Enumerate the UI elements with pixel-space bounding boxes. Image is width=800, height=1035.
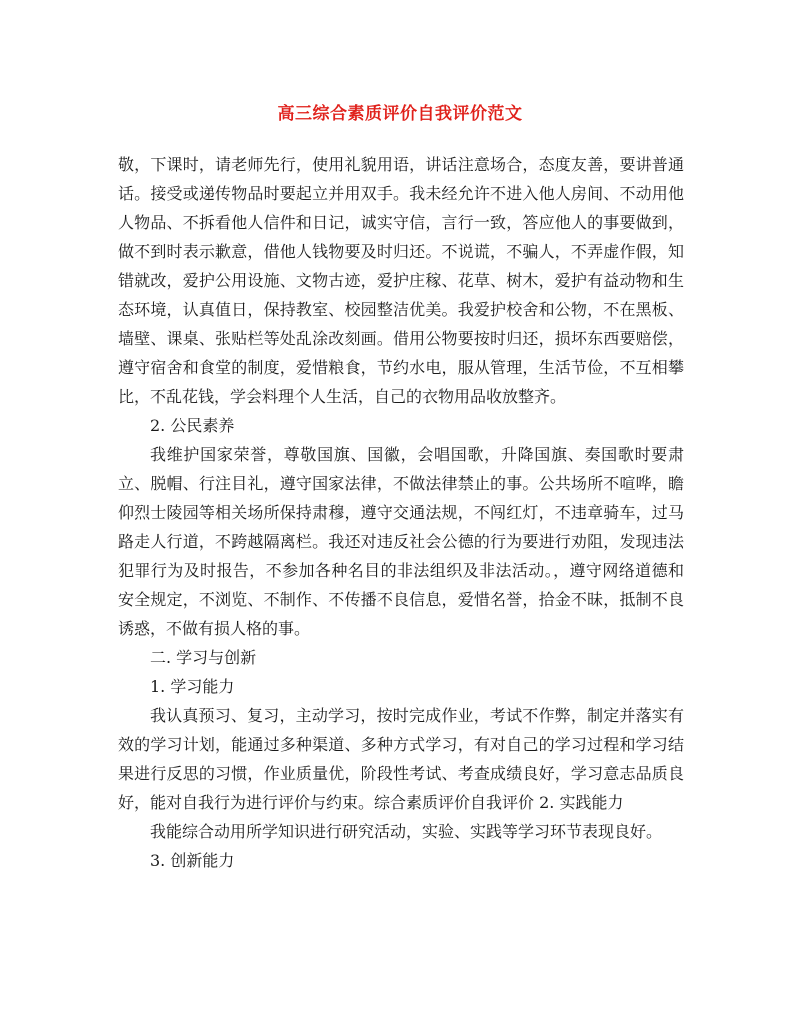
document-body [118, 150, 684, 875]
paragraph-civic-literacy: 我维护国家荣誉，尊敬国旗、国徽，会唱国歌，升降国旗、奏国歌时要肃立、脱帽、行注目礼，遵守国家法律，不做法律禁止的事。公共场所不喧哗，瞻仰烈士陵园等相关场所保持肃穆，遵守交通法规，不闯红灯，不违章骑车，过马路走人行道，不跨越隔离栏。我还对违反社会公德的行为要进行劝阻，发现违法犯罪行为及时报告，不参加各种名目的非法组织及非法活动。，遵守网络道德和安全规定，不浏览、不制作、不传播不良信息，爱惜名誉，拾金不昧，抵制不良诱惑，不做有损人格的事。 [118, 445, 684, 638]
section-heading-learning-innovation: 二. 学习与创新 [150, 648, 257, 667]
section-heading-learning-ability: 1. 学习能力 [150, 677, 235, 696]
paragraph-practice-ability: 我能综合动用所学知识进行研究活动，实验、实践等学习环节表现良好。 [150, 822, 663, 841]
paragraph-conduct-continued: 敬，下课时，请老师先行，使用礼貌用语，讲话注意场合，态度友善，要讲普通话。接受或递传物品时要起立并用双手。我未经允许不进入他人房间、不动用他人物品、不拆看他人信件和日记，诚实守信，言行一致，答应他人的事要做到，做不到时表示歉意，借他人钱物要及时归还。不说谎，不骗人，不弄虚作假，知错就改，爱护公用设施、文物古迹，爱护庄稼、花草、树木，爱护有益动物和生态环境，认真值日，保持教室、校园整洁优美。我爱护校舍和公物，不在黑板、墙壁、课桌、张贴栏等处乱涂改刻画。借用公物要按时归还，损坏东西要赔偿，遵守宿舍和食堂的制度，爱惜粮食，节约水电，服从管理，生活节俭，不互相攀比，不乱花钱，学会料理个人生活，自己的衣物用品收放整齐。 [118, 155, 684, 406]
paragraph-learning-ability: 我认真预习、复习，主动学习，按时完成作业，考试不作弊，制定并落实有效的学习计划，能通过多种渠道、多种方式学习，有对自己的学习过程和学习结果进行反思的习惯，作业质量优，阶段性考试、考查成绩良好，学习意志品质良好，能对自我行为进行评价与约束。综合素质评价自我评价 2. 实践能力 [118, 706, 684, 812]
section-heading-innovation-ability: 3. 创新能力 [150, 851, 235, 870]
document-title: 高三综合素质评价自我评价范文 [277, 104, 523, 124]
section-heading-civic-literacy: 2. 公民素养 [150, 416, 235, 435]
